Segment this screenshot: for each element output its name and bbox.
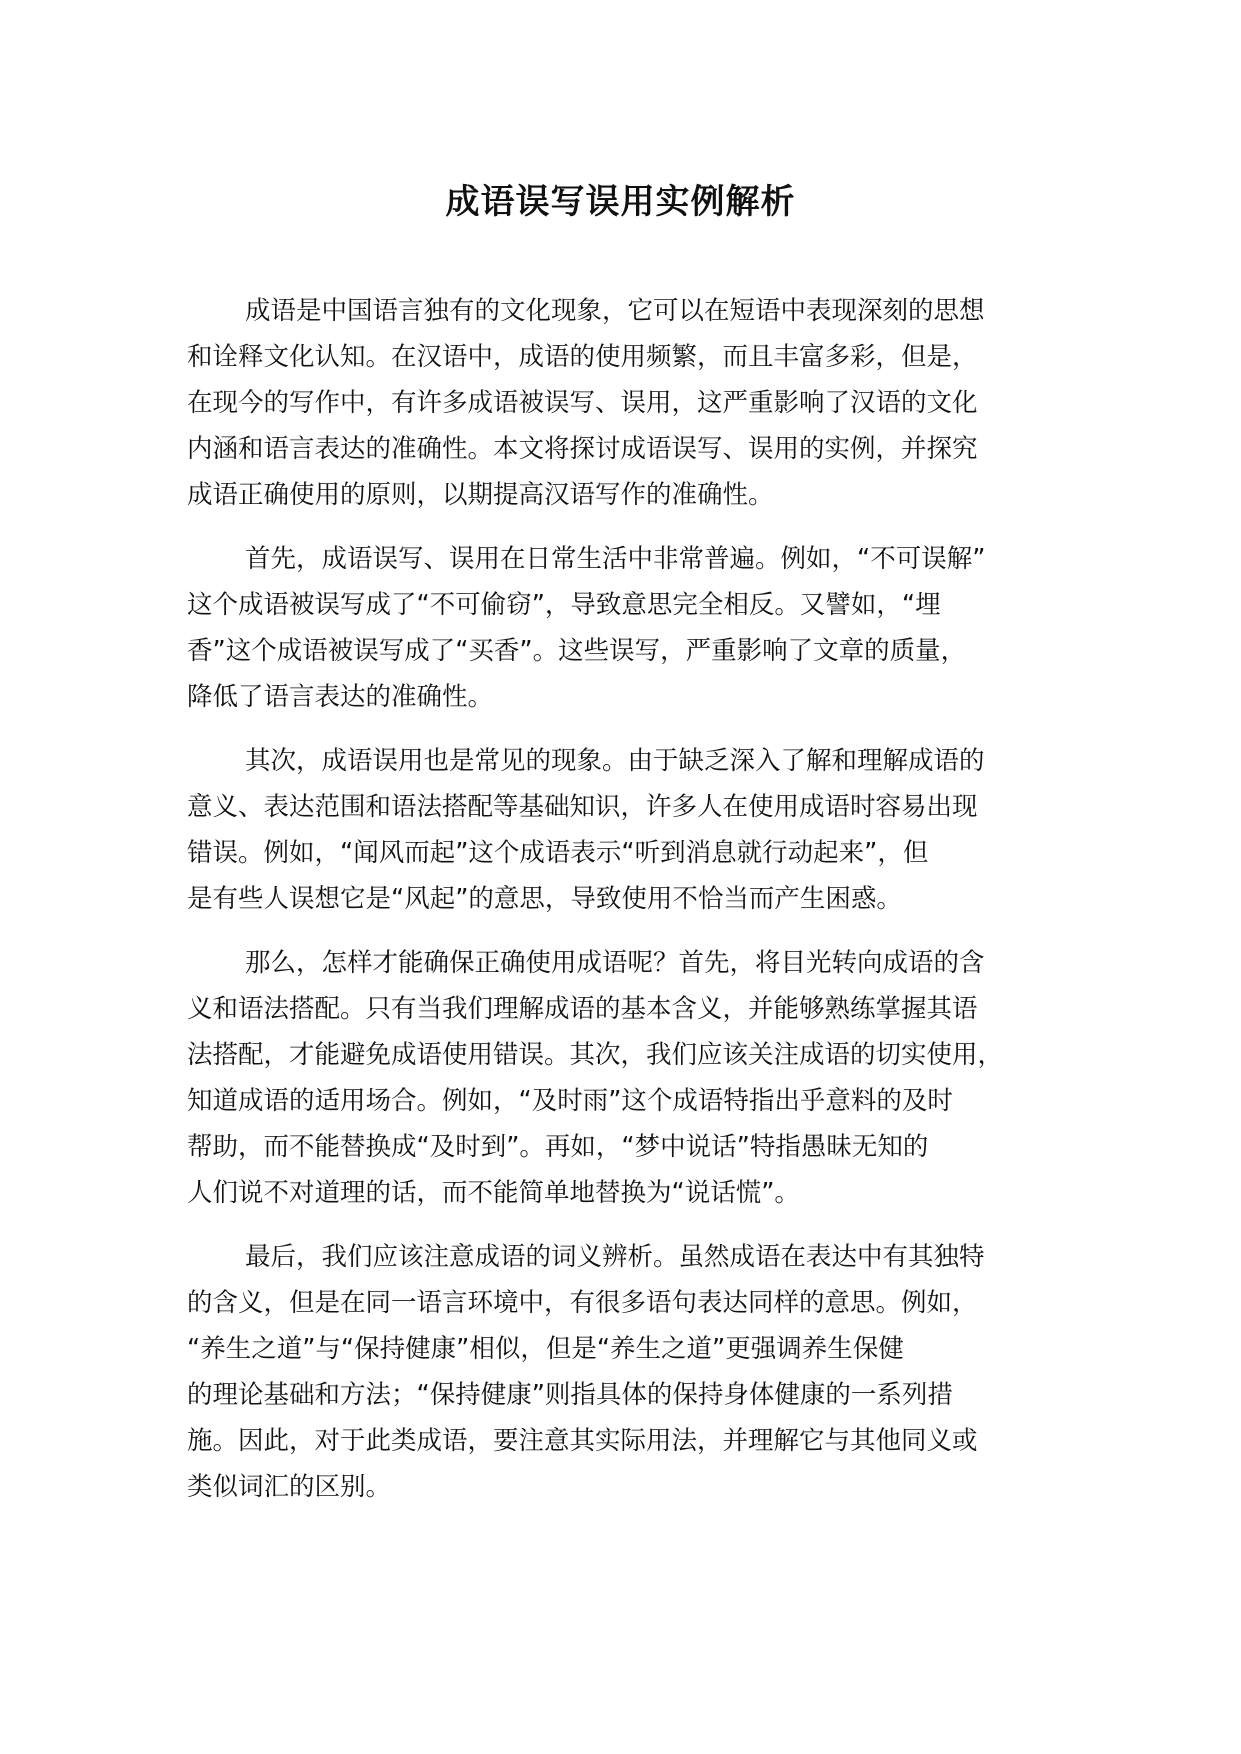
text-line: “养生之道”与“保持健康”相似，但是“养生之道”更强调养生保健 xyxy=(187,1334,904,1364)
text-line: 错误。例如，“闻风而起”这个成语表示“听到消息就行动起来”，但 xyxy=(187,838,929,868)
text-line: 施。因此，对于此类成语，要注意其实际用法，并理解它与其他同义或 xyxy=(187,1426,978,1456)
text-line: 内涵和语言表达的准确性。本文将探讨成语误写、误用的实例，并探究 xyxy=(187,434,978,464)
text-line: 法搭配，才能避免成语使用错误。其次，我们应该关注成语的切实使用， xyxy=(187,1040,1004,1070)
text-line: 那么，怎样才能确保正确使用成语呢？首先，将目光转向成语的含 xyxy=(245,948,985,978)
text-line: 帮助，而不能替换成“及时到”。再如，“梦中说话”特指愚昧无知的 xyxy=(187,1132,929,1162)
text-line: 成语正确使用的原则，以期提高汉语写作的准确性。 xyxy=(187,480,774,510)
text-line: 这个成语被误写成了“不可偷窃”，导致意思完全相反。又譬如，“埋 xyxy=(187,590,941,620)
text-line: 成语是中国语言独有的文化现象，它可以在短语中表现深刻的思想 xyxy=(245,296,985,326)
text-line: 的理论基础和方法；“保持健康”则指具体的保持身体健康的一系列措 xyxy=(187,1380,953,1410)
text-line: 最后，我们应该注意成语的词义辨析。虽然成语在表达中有其独特 xyxy=(245,1242,985,1272)
paragraph-miswriting xyxy=(187,536,1067,720)
text-line: 在现今的写作中，有许多成语被误写、误用，这严重影响了汉语的文化 xyxy=(187,388,978,418)
document-body xyxy=(187,288,1067,1528)
paragraph-semantics xyxy=(187,1234,1067,1510)
text-line: 知道成语的适用场合。例如，“及时雨”这个成语特指出乎意料的及时 xyxy=(187,1086,953,1116)
text-line: 是有些人误想它是“风起”的意思，导致使用不恰当而产生困惑。 xyxy=(187,884,902,914)
text-line: 意义、表达范围和语法搭配等基础知识，许多人在使用成语时容易出现 xyxy=(187,792,978,822)
text-line: 人们说不对道理的话，而不能简单地替换为“说话慌”。 xyxy=(187,1178,800,1208)
text-line: 义和语法搭配。只有当我们理解成语的基本含义，并能够熟练掌握其语 xyxy=(187,994,978,1024)
text-line: 类似词汇的区别。 xyxy=(187,1472,392,1502)
paragraph-correct-usage xyxy=(187,940,1067,1216)
paragraph-intro xyxy=(187,288,1067,518)
text-line: 的含义，但是在同一语言环境中，有很多语句表达同样的意思。例如， xyxy=(187,1288,978,1318)
text-line: 首先，成语误写、误用在日常生活中非常普遍。例如，“不可误解” xyxy=(245,544,986,574)
text-line: 和诠释文化认知。在汉语中，成语的使用频繁，而且丰富多彩，但是， xyxy=(187,342,978,372)
text-line: 其次，成语误用也是常见的现象。由于缺乏深入了解和理解成语的 xyxy=(245,746,985,776)
document-title: 成语误写误用实例解析 xyxy=(445,182,796,222)
text-line: 香”这个成语被误写成了“买香”。这些误写，严重影响了文章的质量， xyxy=(187,636,967,666)
text-line: 降低了语言表达的准确性。 xyxy=(187,682,494,712)
paragraph-misuse xyxy=(187,738,1067,922)
